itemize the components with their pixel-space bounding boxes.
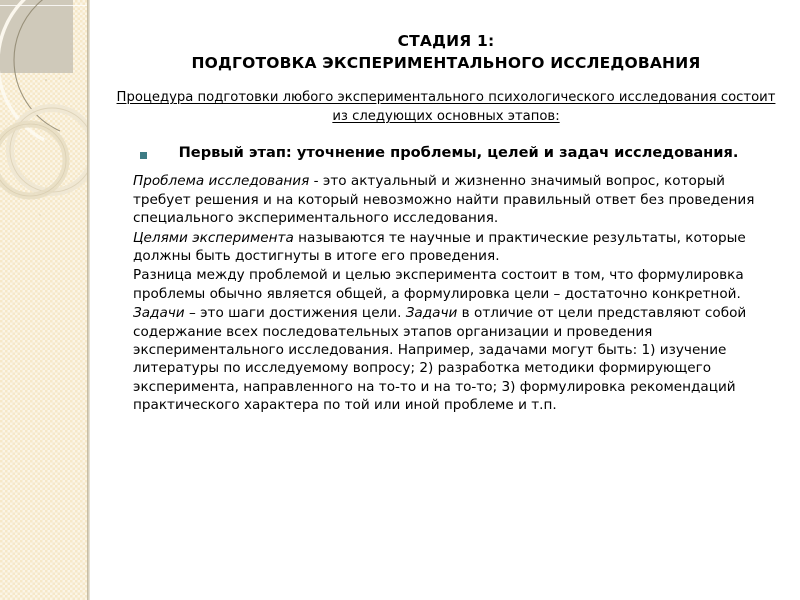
title-line-1: СТАДИЯ 1: xyxy=(397,32,495,50)
paragraph-2-rest: называются те научные и практические результаты, которые должны быть достигнуты в итоге его проведения. xyxy=(133,229,746,264)
square-bullet-icon xyxy=(140,152,147,159)
paragraph-4-rest-2: в отличие от цели представляют собой содержание всех последовательных этапов организации и проведения экспериментального исследования. Например, задачами могут быть: 1) изучение литературы по исследуемому вопросу; 2) разработка методики формирующего эксперимента, направленного на то-то и на то-то; 3) формулировка рекомендаций практического характера по той или иной проблеме и т.п. xyxy=(133,305,747,414)
paragraph-4-rest: – это шаги достижения цели. xyxy=(184,305,406,322)
title-line-2: ПОДГОТОВКА ЭКСПЕРИМЕНТАЛЬНОГО ИССЛЕДОВАНИЯ xyxy=(191,54,701,72)
decorative-circles-graphic xyxy=(0,0,87,600)
body-text-block xyxy=(133,172,782,414)
paragraph-1-lead: Проблема исследования xyxy=(133,173,310,190)
paragraph-4-lead-2: Задачи xyxy=(405,305,458,322)
bullet-heading-text: Первый этап: уточнение проблемы, целей и задач исследования. xyxy=(178,144,739,162)
paragraph-4-lead: Задачи xyxy=(133,305,185,322)
paragraph-3-rest: Разница между проблемой и целью эксперимента состоит в том, что формулировка проблемы обычно является общей, а формулировка цели – достаточно конкретной. xyxy=(133,267,744,302)
bullet-heading-row xyxy=(100,143,792,163)
paragraph-2 xyxy=(133,229,782,266)
paragraph-4 xyxy=(133,304,782,414)
slide-subtitle: Процедура подготовки любого экспериментального психологического исследования состоит из следующих основных этапов: xyxy=(116,90,776,124)
paragraph-2-lead: Целями эксперимента xyxy=(133,229,294,246)
slide-content xyxy=(92,0,800,600)
decorative-band-edge xyxy=(87,0,90,600)
paragraph-1 xyxy=(133,172,782,227)
slide-title xyxy=(92,0,800,74)
paragraph-3 xyxy=(133,266,782,303)
decorative-side-band xyxy=(0,0,87,600)
paragraph-1-rest: - это актуальный и жизненно значимый вопрос, который требует решения и на который невозможно найти правильный ответ без проведения специального экспериментального исследования. xyxy=(133,173,755,227)
